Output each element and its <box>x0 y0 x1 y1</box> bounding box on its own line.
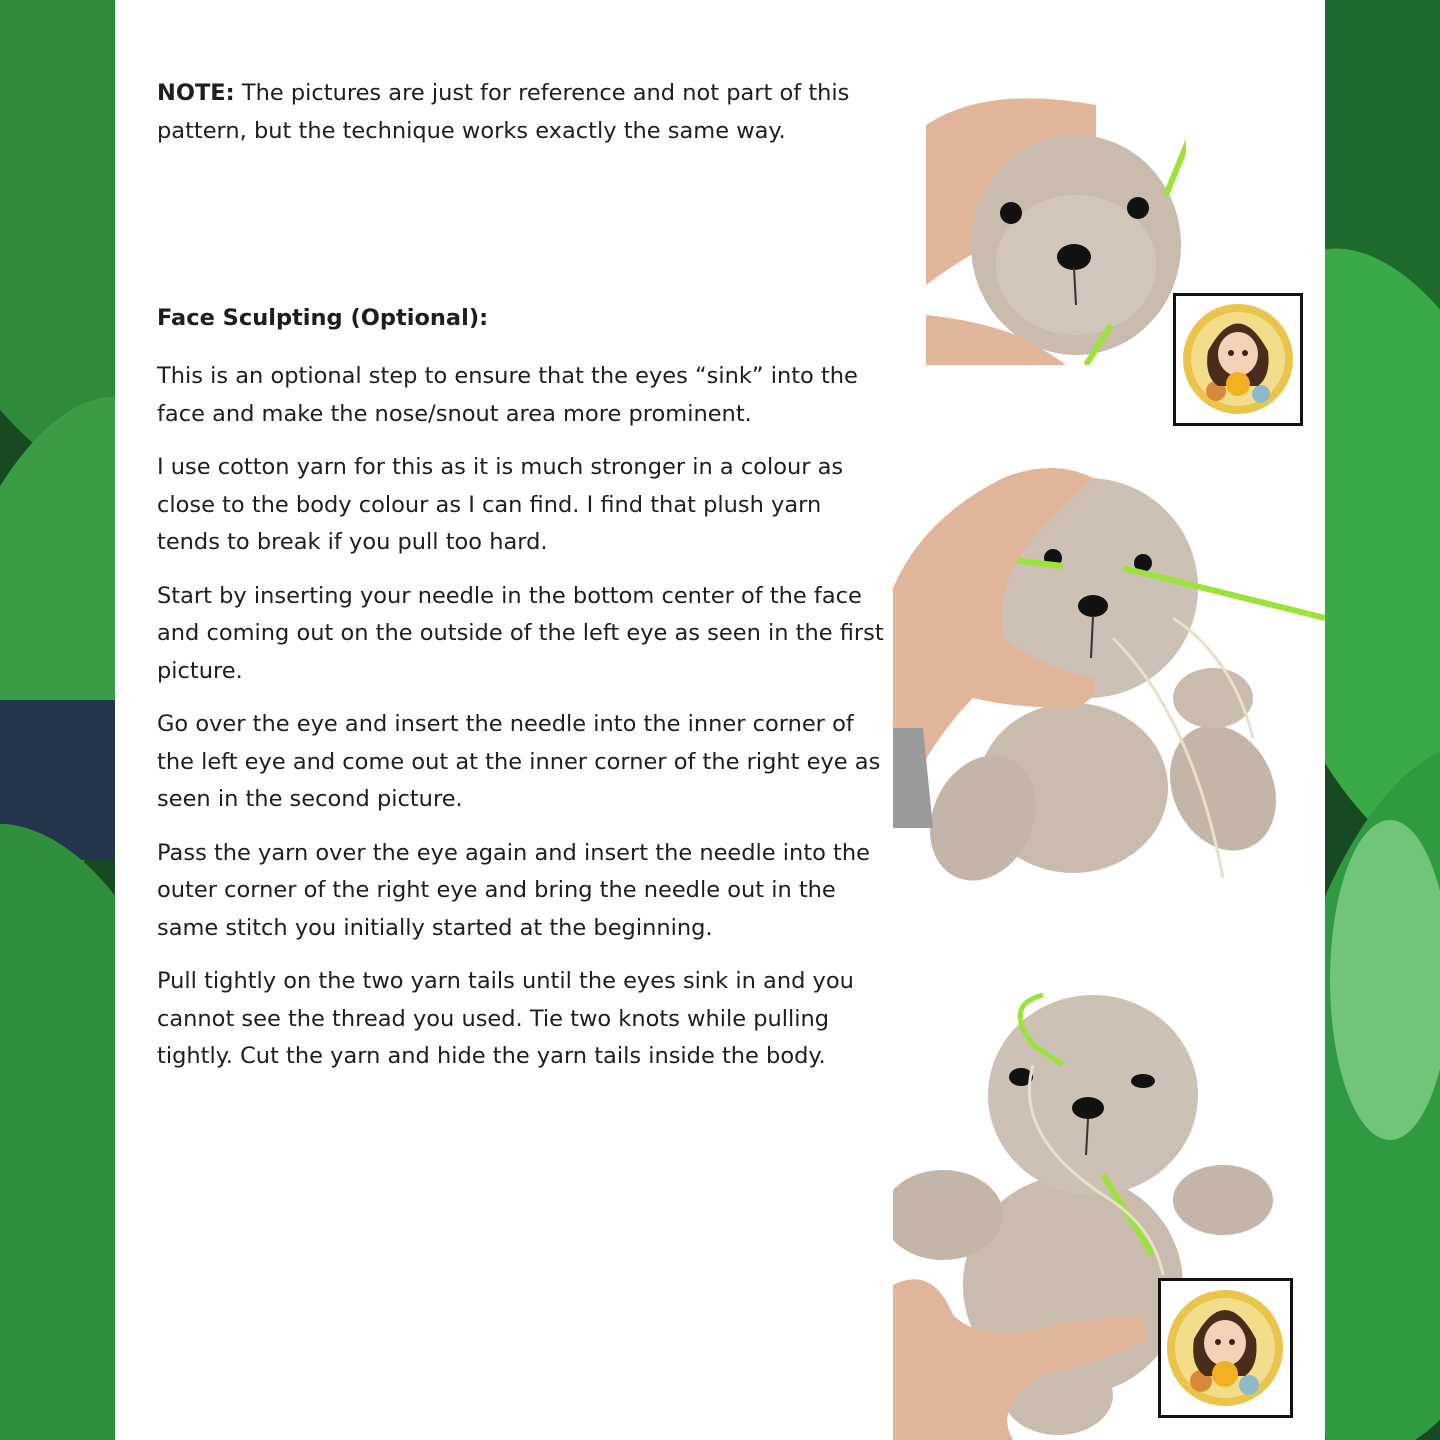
paragraph: I use cotton yarn for this as it is much stronger in a colour as close to the body colour as I can find. I find that plush yarn tends to break if you pull too hard. <box>157 454 844 555</box>
step-photo-1 <box>926 85 1186 365</box>
note-label: NOTE: <box>157 80 235 106</box>
paragraph: Pull tightly on the two yarn tails until the eyes sink in and you cannot see the thread you used. Tie two knots while pulling tightly. Cut the yarn and hide the yarn tails inside the body. <box>157 968 854 1069</box>
logo-badge <box>1173 293 1303 426</box>
paragraph: Go over the eye and insert the needle into the inner corner of the left eye and come out at the inner corner of the right eye as seen in the second picture. <box>157 711 881 812</box>
paragraph: This is an optional step to ensure that the eyes “sink” into the face and make the nose/snout area more prominent. <box>157 363 858 427</box>
note-paragraph <box>157 75 897 150</box>
paragraph: Pass the yarn over the eye again and insert the needle into the outer corner of the right eye and bring the needle out in the same stitch you initially started at the beginning. <box>157 839 870 941</box>
step-photo-2 <box>893 458 1325 898</box>
note-text: The pictures are just for reference and not part of this pattern, but the technique works exactly the same way. <box>157 80 850 144</box>
logo-badge <box>1158 1278 1293 1418</box>
instructions <box>157 358 887 1092</box>
document-page <box>115 0 1325 1440</box>
section-title: Face Sculpting (Optional): <box>157 305 489 331</box>
paragraph: Start by inserting your needle in the bottom center of the face and coming out on the outside of the left eye as seen in the first picture. <box>157 582 884 684</box>
